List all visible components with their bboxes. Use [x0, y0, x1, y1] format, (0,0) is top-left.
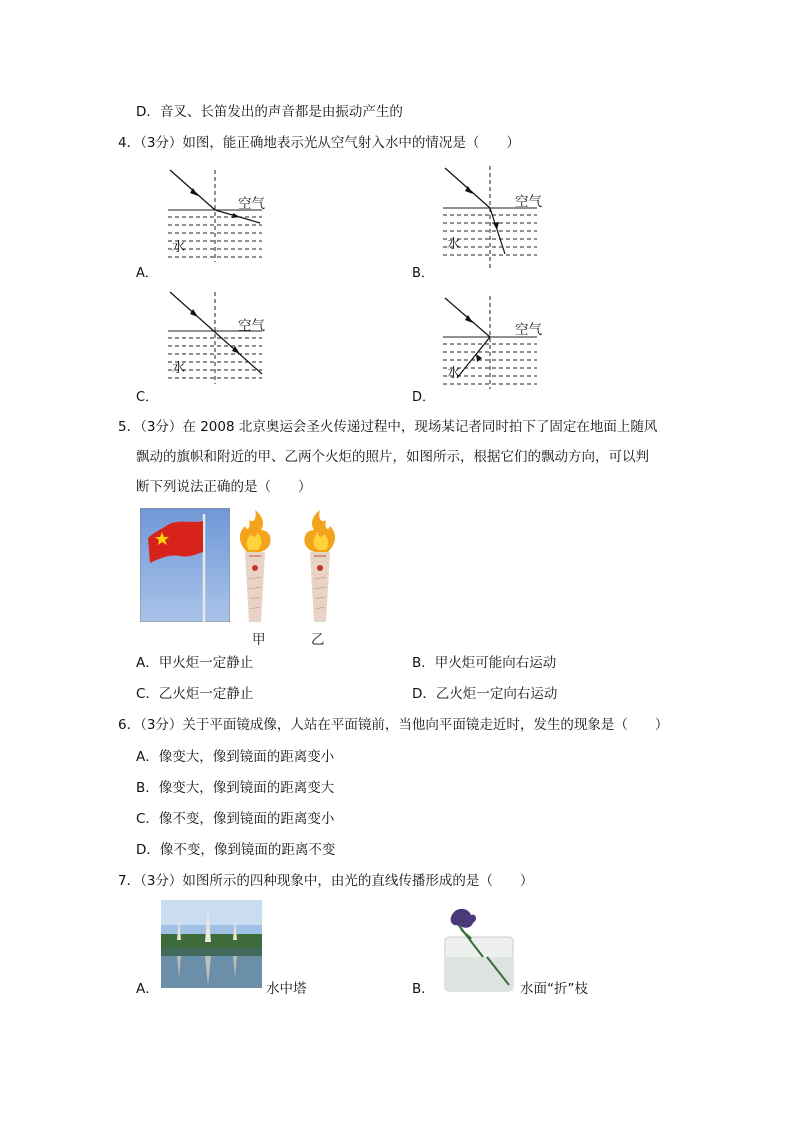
- q4-option-b: B．: [412, 266, 434, 281]
- air-label: 空气: [515, 322, 542, 338]
- torch-label-jia: 甲: [252, 632, 266, 648]
- q4-option-a: A．: [136, 266, 158, 281]
- q5-option-c: C．乙火炬一定静止: [136, 686, 254, 702]
- air-label: 空气: [515, 194, 542, 210]
- q5-option-b: B．甲火炬可能向右运动: [412, 655, 557, 671]
- q7-caption-b: 水面“折”枝: [520, 981, 588, 997]
- q4-figure-b: [435, 162, 550, 272]
- water-label: 水: [172, 240, 186, 255]
- q5-option-a: A．甲火炬一定静止: [136, 655, 254, 671]
- q7-caption-a: 水中塔: [266, 981, 307, 997]
- q6-option-a: A．像变大，像到镜面的距离变小: [136, 749, 335, 765]
- torch-yi: [300, 508, 340, 624]
- pagoda-reflection-photo: [161, 900, 262, 988]
- q6-option-c: C．像不变，像到镜面的距离变小: [136, 811, 335, 827]
- flag-photo: [140, 508, 230, 622]
- q4-stem: 4．（3分）如图，能正确地表示光从空气射入水中的情况是（ ）: [118, 135, 520, 151]
- q7-option-a: A．: [136, 981, 159, 997]
- q5-option-d: D．乙火炬一定向右运动: [412, 686, 558, 702]
- q4-option-c: C．: [136, 390, 159, 405]
- torch-jia: [235, 508, 275, 624]
- torch-label-yi: 乙: [311, 632, 325, 648]
- flower-in-glass-photo: [435, 905, 520, 995]
- water-label: 水: [447, 366, 461, 381]
- q6-option-b: B．像变大，像到镜面的距离变大: [136, 780, 335, 796]
- water-label: 水: [447, 237, 461, 252]
- air-label: 空气: [238, 318, 265, 334]
- q6-stem: 6．（3分）关于平面镜成像，人站在平面镜前，当他向平面镜走近时，发生的现象是（ ）: [118, 717, 669, 733]
- q6-option-d: D．像不变，像到镜面的距离不变: [136, 842, 336, 858]
- q4-option-d: D．: [412, 390, 436, 405]
- q5-stem-line2: 飘动的旗帜和附近的甲、乙两个火炬的照片，如图所示，根据它们的飘动方向，可以判: [136, 449, 649, 465]
- q7-stem: 7．（3分）如图所示的四种现象中，由光的直线传播形成的是（ ）: [118, 873, 534, 889]
- air-label: 空气: [238, 196, 265, 212]
- water-label: 水: [172, 361, 186, 376]
- q7-option-b: B．: [412, 981, 435, 997]
- q5-stem-line1: 5．（3分）在 2008 北京奥运会圣火传递过程中，现场某记者同时拍下了固定在地面上随风: [118, 419, 658, 435]
- q5-stem-line3: 断下列说法正确的是（ ）: [136, 479, 312, 495]
- q3-option-d: D．音叉、长笛发出的声音都是由振动产生的: [136, 104, 403, 120]
